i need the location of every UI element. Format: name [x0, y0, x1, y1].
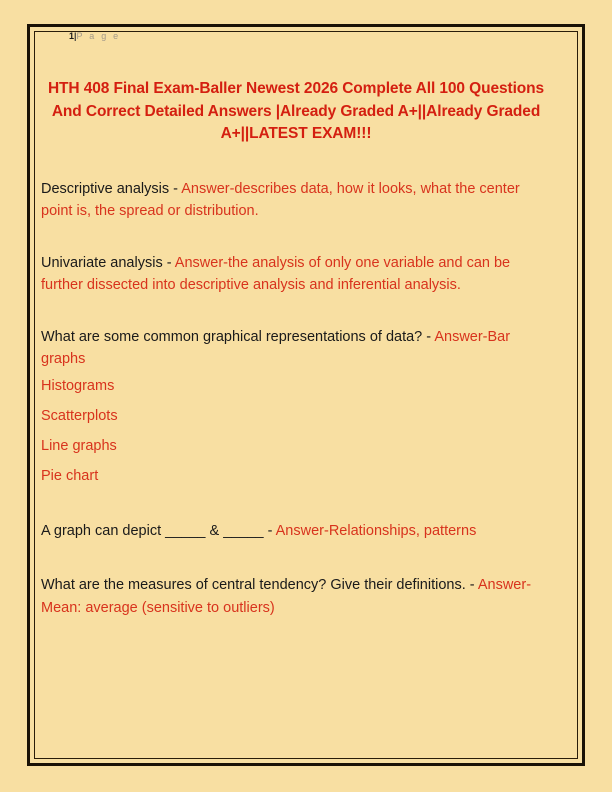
qa-question: Univariate analysis: [41, 254, 163, 271]
qa-blank-1: _____: [165, 522, 206, 539]
qa-block: [41, 520, 551, 543]
list-item: Scatterplots: [41, 407, 118, 424]
qa-question: Descriptive analysis: [41, 180, 170, 197]
page-content-area: [41, 30, 551, 619]
qa-block: [41, 252, 551, 297]
list-item: Histograms: [41, 377, 115, 394]
qa-block: [41, 326, 551, 491]
qa-block: [41, 574, 551, 619]
document-title: HTH 408 Final Exam-Baller Newest 2026 Complete All 100 Questions And Correct Detailed Answers |Already Graded A+||Already Graded A+||LATEST EXAM!!!: [47, 80, 545, 142]
qa-answer: Answer-Mean: average (sensitive to outliers): [41, 577, 532, 616]
page-header: [69, 30, 551, 42]
qa-answer: Answer-describes data, how it looks, what the center point is, the spread or distribution.: [41, 180, 520, 219]
qa-answer: Answer-Relationships, patterns: [275, 522, 477, 539]
qa-dash: -: [263, 522, 276, 539]
qa-list: [41, 178, 551, 620]
list-item: Line graphs: [41, 437, 117, 454]
list-item: Pie chart: [41, 467, 99, 484]
page-header-separator: |: [74, 31, 77, 41]
qa-question: What are some common graphical representations of data?: [41, 328, 423, 345]
qa-dash: -: [162, 254, 175, 271]
qa-blank-2: _____: [223, 522, 264, 539]
qa-lead-line: [41, 326, 551, 371]
page-header-label: P a g e: [76, 31, 121, 41]
qa-question-prefix: A graph can depict: [41, 522, 166, 539]
qa-dash: -: [422, 328, 435, 345]
qa-dash: -: [169, 180, 182, 197]
qa-question: What are the measures of central tendency? Give their definitions.: [41, 577, 466, 593]
qa-question-middle: &: [205, 522, 224, 539]
qa-answer: Answer-the analysis of only one variable and can be further dissected into descriptive analysis and inferential analysis.: [41, 254, 511, 293]
qa-answer: Answer-Bar graphs: [41, 328, 511, 367]
qa-answer-item-list: [41, 371, 551, 491]
page-number: 1: [69, 31, 75, 41]
qa-dash: -: [465, 577, 478, 593]
qa-block: [41, 178, 551, 223]
